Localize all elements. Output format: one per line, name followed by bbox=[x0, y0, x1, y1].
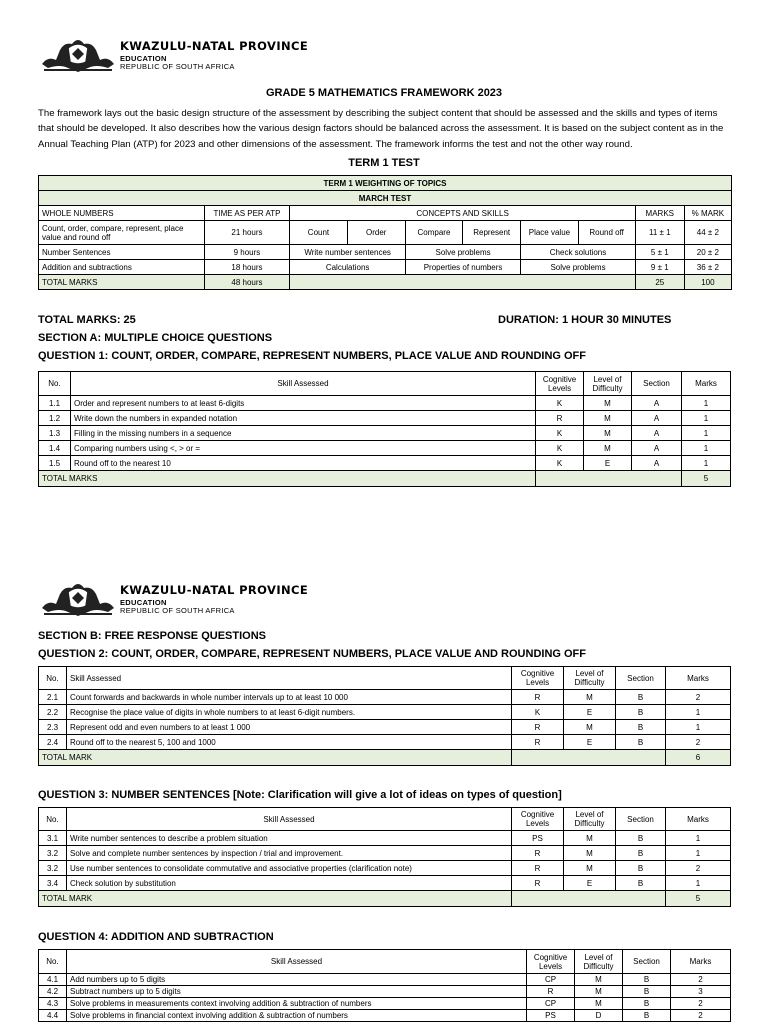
row-difficulty: M bbox=[564, 720, 616, 735]
row-difficulty: E bbox=[564, 705, 616, 720]
row-cognitive: R bbox=[512, 876, 564, 891]
row-skill: Use number sentences to consolidate commutative and associative properties (clarification note) bbox=[67, 861, 512, 876]
row-section: A bbox=[632, 426, 682, 441]
table-row bbox=[39, 441, 731, 456]
header-marks: Marks bbox=[682, 372, 731, 396]
row-cognitive: PS bbox=[512, 831, 564, 846]
q4-table bbox=[38, 949, 731, 1022]
row-difficulty: M bbox=[575, 974, 623, 986]
header-skill: Skill Assessed bbox=[71, 372, 536, 396]
row-section: B bbox=[623, 1010, 671, 1022]
row-difficulty: M bbox=[584, 441, 632, 456]
row-difficulty: M bbox=[575, 986, 623, 998]
row-section: B bbox=[616, 690, 666, 705]
row-marks: 2 bbox=[671, 998, 731, 1010]
header-difficulty: Level of Difficulty bbox=[564, 667, 616, 690]
row-skill: Write number sentences to describe a problem situation bbox=[67, 831, 512, 846]
row-no: 1.3 bbox=[39, 426, 71, 441]
row-section: A bbox=[632, 456, 682, 471]
row-skill: Check solution by substitution bbox=[67, 876, 512, 891]
row-marks: 1 bbox=[682, 456, 731, 471]
table-row bbox=[39, 861, 731, 876]
row-cognitive: R bbox=[512, 690, 564, 705]
row-section: B bbox=[623, 986, 671, 998]
row-skill: Subtract numbers up to 5 digits bbox=[67, 986, 527, 998]
section-a-title: SECTION A: MULTIPLE CHOICE QUESTIONS bbox=[38, 332, 273, 344]
row-cognitive: CP bbox=[527, 998, 575, 1010]
table-row bbox=[39, 705, 731, 720]
duration-label: DURATION: 1 HOUR 30 MINUTES bbox=[498, 314, 672, 326]
header-no: No. bbox=[39, 372, 71, 396]
row-no: 2.2 bbox=[39, 705, 67, 720]
table-row bbox=[39, 396, 731, 411]
row-marks: 2 bbox=[666, 690, 731, 705]
q2-total: 6 bbox=[666, 750, 731, 766]
q3-title: QUESTION 3: NUMBER SENTENCES [Note: Clarification will give a lot of ideas on types of question] bbox=[38, 789, 562, 801]
row3-skill: Solve problems bbox=[521, 260, 635, 275]
row-marks: 1 bbox=[666, 705, 731, 720]
row-marks: 1 bbox=[666, 876, 731, 891]
department-name: EDUCATION bbox=[120, 54, 167, 63]
row-no: 2.4 bbox=[39, 735, 67, 750]
header-section: Section bbox=[616, 667, 666, 690]
row1-skill: Order bbox=[347, 221, 405, 245]
header-skill: Skill Assessed bbox=[67, 950, 527, 974]
row-skill: Round off to the nearest 5, 100 and 1000 bbox=[67, 735, 512, 750]
header-cognitive: Cognitive Levels bbox=[512, 808, 564, 831]
row-cognitive: K bbox=[536, 396, 584, 411]
row2-topic: Number Sentences bbox=[39, 245, 205, 260]
total-marks: 25 bbox=[635, 275, 684, 290]
row-no: 4.3 bbox=[39, 998, 67, 1010]
header-section: Section bbox=[632, 372, 682, 396]
table-row bbox=[39, 1010, 731, 1022]
row-difficulty: M bbox=[584, 426, 632, 441]
row-difficulty: M bbox=[584, 396, 632, 411]
table-row bbox=[39, 735, 731, 750]
coat-of-arms-icon bbox=[38, 34, 118, 74]
row-no: 3.1 bbox=[39, 831, 67, 846]
header-marks: Marks bbox=[671, 950, 731, 974]
row1-skill: Round off bbox=[578, 221, 635, 245]
header-no: No. bbox=[39, 808, 67, 831]
row-section: B bbox=[623, 998, 671, 1010]
row-difficulty: E bbox=[584, 456, 632, 471]
row-section: A bbox=[632, 396, 682, 411]
row-skill: Write down the numbers in expanded notation bbox=[71, 411, 536, 426]
row-difficulty: M bbox=[564, 690, 616, 705]
q3-table bbox=[38, 807, 731, 907]
header-section: Section bbox=[623, 950, 671, 974]
row-section: B bbox=[616, 735, 666, 750]
row-skill: Round off to the nearest 10 bbox=[71, 456, 536, 471]
header-difficulty: Level of Difficulty bbox=[575, 950, 623, 974]
row1-skill: Compare bbox=[405, 221, 462, 245]
row-cognitive: K bbox=[536, 456, 584, 471]
weighting-subtitle: MARCH TEST bbox=[39, 191, 732, 206]
q2-title: QUESTION 2: COUNT, ORDER, COMPARE, REPRESENT NUMBERS, PLACE VALUE AND ROUNDING OFF bbox=[38, 648, 586, 660]
q4-title: QUESTION 4: ADDITION AND SUBTRACTION bbox=[38, 931, 274, 943]
header-topic: WHOLE NUMBERS bbox=[39, 206, 205, 221]
row-skill: Comparing numbers using <, > or = bbox=[71, 441, 536, 456]
q3-total: 5 bbox=[666, 891, 731, 907]
coat-of-arms-icon bbox=[38, 578, 118, 618]
row-section: B bbox=[616, 876, 666, 891]
row-section: B bbox=[616, 846, 666, 861]
row1-skill: Count bbox=[290, 221, 347, 245]
row-marks: 2 bbox=[671, 1010, 731, 1022]
header-pct: % MARK bbox=[684, 206, 731, 221]
row-cognitive: R bbox=[536, 411, 584, 426]
total-label: TOTAL MARKS bbox=[39, 275, 205, 290]
row1-time: 21 hours bbox=[204, 221, 290, 245]
row-no: 1.5 bbox=[39, 456, 71, 471]
row-marks: 1 bbox=[682, 441, 731, 456]
row-skill: Order and represent numbers to at least 6-digits bbox=[71, 396, 536, 411]
row-skill: Represent odd and even numbers to at least 1 000 bbox=[67, 720, 512, 735]
row-difficulty: M bbox=[564, 861, 616, 876]
row-cognitive: K bbox=[536, 441, 584, 456]
intro-paragraph: The framework lays out the basic design structure of the assessment by describing the subject content that should be assessed and the skills and types of items that should be developed. It also describes how the various design factors should be balanced across the assessment. It is based on the subject content as in the Annual Teaching Plan (ATP) for 2023 and other dimensions of the assessment. The framework informs the test and not the other way round. bbox=[38, 108, 724, 150]
table-row bbox=[39, 456, 731, 471]
kzn-logo bbox=[38, 578, 328, 624]
row1-topic: Count, order, compare, represent, place value and round off bbox=[39, 221, 205, 245]
row3-skill: Properties of numbers bbox=[405, 260, 520, 275]
row-section: B bbox=[623, 974, 671, 986]
row-section: A bbox=[632, 411, 682, 426]
table-row bbox=[39, 846, 731, 861]
header-section: Section bbox=[616, 808, 666, 831]
row1-pct: 44 ± 2 bbox=[684, 221, 731, 245]
row-skill: Solve and complete number sentences by inspection / trial and improvement. bbox=[67, 846, 512, 861]
row2-marks: 5 ± 1 bbox=[635, 245, 684, 260]
header-skill: Skill Assessed bbox=[67, 667, 512, 690]
row-marks: 1 bbox=[682, 396, 731, 411]
header-difficulty: Level of Difficulty bbox=[564, 808, 616, 831]
row-marks: 1 bbox=[666, 720, 731, 735]
row-skill: Filling in the missing numbers in a sequence bbox=[71, 426, 536, 441]
row-skill: Solve problems in measurements context involving addition & subtraction of numbers bbox=[67, 998, 527, 1010]
header-marks: Marks bbox=[666, 667, 731, 690]
row-cognitive: CP bbox=[527, 974, 575, 986]
row-cognitive: K bbox=[536, 426, 584, 441]
row-no: 4.4 bbox=[39, 1010, 67, 1022]
row3-skill: Calculations bbox=[290, 260, 405, 275]
row3-topic: Addition and subtractions bbox=[39, 260, 205, 275]
doc-title: GRADE 5 MATHEMATICS FRAMEWORK 2023 bbox=[265, 87, 503, 99]
row2-pct: 20 ± 2 bbox=[684, 245, 731, 260]
row1-skill: Place value bbox=[521, 221, 578, 245]
row-no: 3.2 bbox=[39, 861, 67, 876]
row-difficulty: D bbox=[575, 1010, 623, 1022]
row-marks: 1 bbox=[682, 411, 731, 426]
q2-table bbox=[38, 666, 731, 766]
table-row bbox=[39, 720, 731, 735]
row2-skill: Write number sentences bbox=[290, 245, 405, 260]
row-marks: 1 bbox=[666, 846, 731, 861]
row-no: 4.2 bbox=[39, 986, 67, 998]
row3-time: 18 hours bbox=[204, 260, 290, 275]
row-cognitive: R bbox=[527, 986, 575, 998]
row-marks: 3 bbox=[671, 986, 731, 998]
header-difficulty: Level of Difficulty bbox=[584, 372, 632, 396]
row-no: 4.1 bbox=[39, 974, 67, 986]
table-row bbox=[39, 998, 731, 1010]
row-section: A bbox=[632, 441, 682, 456]
row-no: 3.4 bbox=[39, 876, 67, 891]
row-section: B bbox=[616, 705, 666, 720]
row-section: B bbox=[616, 720, 666, 735]
q1-total: 5 bbox=[682, 471, 731, 487]
row-no: 3.2 bbox=[39, 846, 67, 861]
table-row bbox=[39, 876, 731, 891]
total-pct: 100 bbox=[684, 275, 731, 290]
row3-pct: 36 ± 2 bbox=[684, 260, 731, 275]
weighting-table bbox=[38, 175, 732, 290]
term-title: TERM 1 TEST bbox=[348, 157, 420, 169]
row3-marks: 9 ± 1 bbox=[635, 260, 684, 275]
row2-skill: Solve problems bbox=[405, 245, 520, 260]
row-no: 1.4 bbox=[39, 441, 71, 456]
q1-total-label: TOTAL MARKS bbox=[39, 471, 536, 487]
row-no: 2.3 bbox=[39, 720, 67, 735]
header-marks: Marks bbox=[666, 808, 731, 831]
row-cognitive: R bbox=[512, 720, 564, 735]
total-marks-label: TOTAL MARKS: 25 bbox=[38, 314, 136, 326]
row2-time: 9 hours bbox=[204, 245, 290, 260]
kzn-logo bbox=[38, 34, 328, 80]
weighting-title: TERM 1 WEIGHTING OF TOPICS bbox=[39, 176, 732, 191]
row-section: B bbox=[616, 861, 666, 876]
header-marks: MARKS bbox=[635, 206, 684, 221]
row-section: B bbox=[616, 831, 666, 846]
header-cognitive: Cognitive Levels bbox=[536, 372, 584, 396]
row-skill: Solve problems in financial context involving addition & subtraction of numbers bbox=[67, 1010, 527, 1022]
row-cognitive: R bbox=[512, 735, 564, 750]
row-difficulty: E bbox=[564, 876, 616, 891]
row-difficulty: M bbox=[584, 411, 632, 426]
table-row bbox=[39, 411, 731, 426]
q1-title: QUESTION 1: COUNT, ORDER, COMPARE, REPRESENT NUMBERS, PLACE VALUE AND ROUNDING OFF bbox=[38, 350, 586, 362]
row-difficulty: M bbox=[575, 998, 623, 1010]
row-cognitive: R bbox=[512, 861, 564, 876]
header-no: No. bbox=[39, 667, 67, 690]
row-cognitive: K bbox=[512, 705, 564, 720]
table-row bbox=[39, 426, 731, 441]
row-cognitive: R bbox=[512, 846, 564, 861]
row1-marks: 11 ± 1 bbox=[635, 221, 684, 245]
header-cognitive: Cognitive Levels bbox=[512, 667, 564, 690]
row2-skill: Check solutions bbox=[521, 245, 635, 260]
table-row bbox=[39, 831, 731, 846]
header-time: TIME AS PER ATP bbox=[204, 206, 290, 221]
row-cognitive: PS bbox=[527, 1010, 575, 1022]
row-no: 1.1 bbox=[39, 396, 71, 411]
row-no: 1.2 bbox=[39, 411, 71, 426]
row-marks: 1 bbox=[666, 831, 731, 846]
table-row bbox=[39, 974, 731, 986]
q2-total-label: TOTAL MARK bbox=[39, 750, 512, 766]
section-b-title: SECTION B: FREE RESPONSE QUESTIONS bbox=[38, 630, 266, 642]
header-concepts: CONCEPTS AND SKILLS bbox=[290, 206, 635, 221]
table-row bbox=[39, 690, 731, 705]
row-difficulty: M bbox=[564, 831, 616, 846]
row-skill: Add numbers up to 5 digits bbox=[67, 974, 527, 986]
row-skill: Count forwards and backwards in whole number intervals up to at least 10 000 bbox=[67, 690, 512, 705]
total-time: 48 hours bbox=[204, 275, 290, 290]
province-name: KWAZULU-NATAL PROVINCE bbox=[120, 39, 309, 53]
header-skill: Skill Assessed bbox=[67, 808, 512, 831]
table-row bbox=[39, 986, 731, 998]
row-marks: 2 bbox=[671, 974, 731, 986]
q1-table bbox=[38, 371, 731, 487]
row-difficulty: M bbox=[564, 846, 616, 861]
republic-name: REPUBLIC OF SOUTH AFRICA bbox=[120, 62, 235, 71]
q3-total-label: TOTAL MARK bbox=[39, 891, 512, 907]
province-name: KWAZULU-NATAL PROVINCE bbox=[120, 583, 309, 597]
department-name: EDUCATION bbox=[120, 598, 167, 607]
row-marks: 2 bbox=[666, 735, 731, 750]
republic-name: REPUBLIC OF SOUTH AFRICA bbox=[120, 606, 235, 615]
row-skill: Recognise the place value of digits in whole numbers to at least 6-digit numbers. bbox=[67, 705, 512, 720]
header-no: No. bbox=[39, 950, 67, 974]
row-no: 2.1 bbox=[39, 690, 67, 705]
header-cognitive: Cognitive Levels bbox=[527, 950, 575, 974]
row-marks: 2 bbox=[666, 861, 731, 876]
row-marks: 1 bbox=[682, 426, 731, 441]
row-difficulty: E bbox=[564, 735, 616, 750]
row1-skill: Represent bbox=[463, 221, 521, 245]
